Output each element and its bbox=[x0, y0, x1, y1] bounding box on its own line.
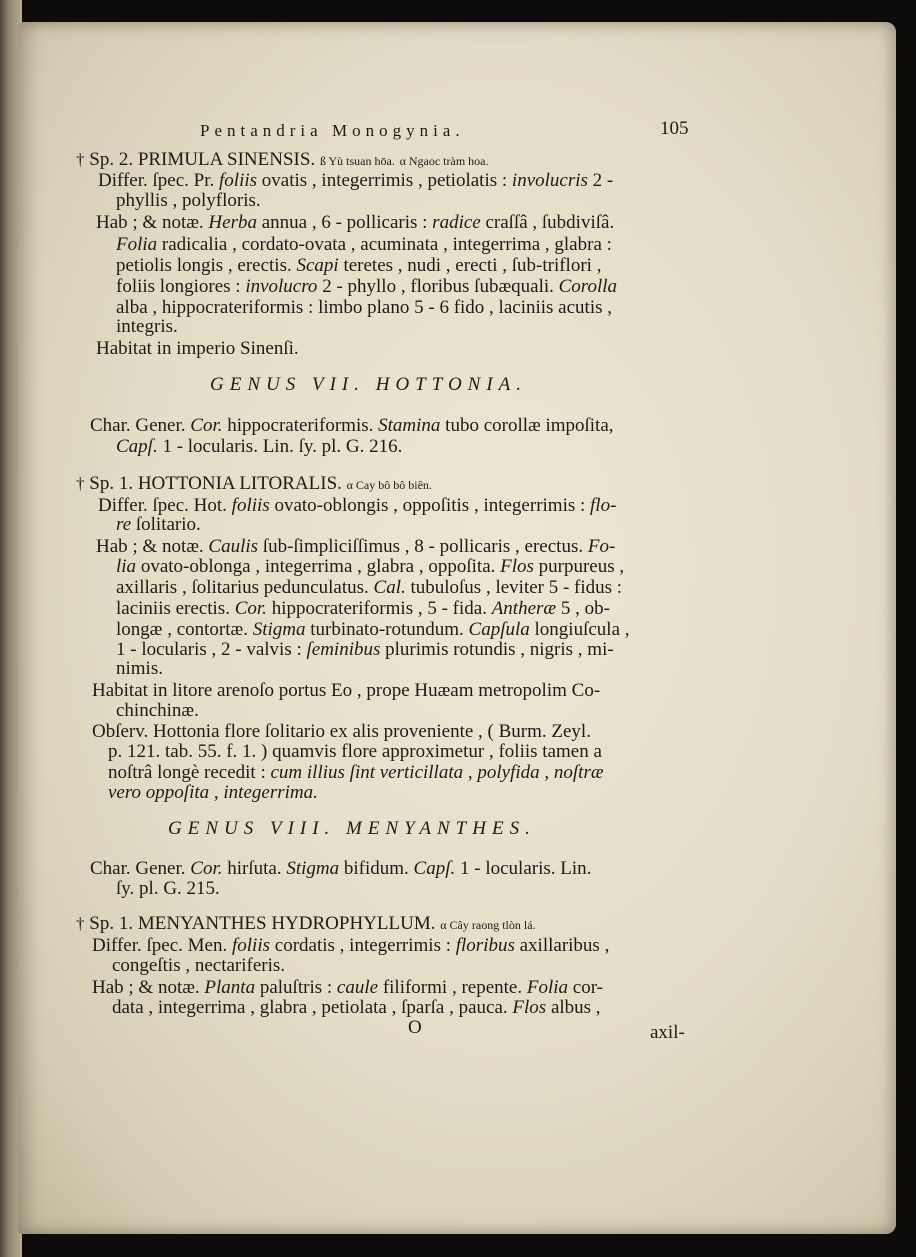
text-line: re ſolitario. bbox=[116, 514, 201, 535]
text-line: vero oppoſita , integerrima. bbox=[108, 782, 318, 803]
species-heading-hottonia: † Sp. 1. HOTTONIA LITORALIS. α Cay bô bô biên. bbox=[76, 473, 432, 494]
habit-line: Hab ; & notæ. Herba annua , 6 - pollicaris : radice craſſâ , ſubdiviſâ. bbox=[96, 212, 615, 233]
habit-line: Hab ; & notæ. Planta paluſtris : caule filiformi , repente. Folia cor- bbox=[92, 977, 603, 998]
running-head: Pentandria Monogynia. bbox=[200, 121, 465, 140]
text-line: congeſtis , nectariferis. bbox=[112, 955, 286, 976]
text-line: phyllis , polyfloris. bbox=[116, 190, 261, 211]
text-line: Folia radicalia , cordato-ovata , acuminata , integerrima , glabra : bbox=[116, 234, 612, 255]
catchword: axil- bbox=[650, 1022, 685, 1043]
text-line: data , integerrima , glabra , petiolata , ſparſa , pauca. Flos albus , bbox=[112, 997, 601, 1018]
observation-line: Obſerv. Hottonia flore ſolitario ex alis proveniente , ( Burm. Zeyl. bbox=[92, 721, 591, 742]
genus-heading-menyanthes: GENUS VIII. MENYANTHES. bbox=[168, 818, 536, 839]
text-line: lia ovato-oblonga , integerrima , glabra , oppoſita. Flos purpureus , bbox=[116, 556, 625, 577]
differentia-line: Differ. ſpec. Pr. foliis ovatis , integerrimis , petiolatis : involucris 2 - bbox=[98, 170, 614, 191]
text-line: longæ , contortæ. Stigma turbinato-rotundum. Capſula longiuſcula , bbox=[116, 619, 630, 640]
book-page bbox=[18, 22, 896, 1234]
habitat-line: Habitat in imperio Sinenſi. bbox=[96, 338, 299, 359]
text-line: p. 121. tab. 55. f. 1. ) quamvis flore approximetur , foliis tamen a bbox=[108, 741, 602, 762]
page-number: 105 bbox=[660, 118, 689, 139]
text-line: foliis longiores : involucro 2 - phyllo , floribus ſubæquali. Corolla bbox=[116, 276, 618, 297]
text-line: ſy. pl. G. 215. bbox=[116, 878, 220, 899]
habitat-line: Habitat in litore arenoſo portus Eo , prope Huæam metropolim Co- bbox=[92, 680, 601, 701]
character-line: Char. Gener. Cor. hippocrateriformis. Stamina tubo corollæ impoſita, bbox=[90, 415, 614, 436]
differentia-line: Differ. ſpec. Men. foliis cordatis , integerrimis : floribus axillaribus , bbox=[92, 935, 610, 956]
text-line: petiolis longis , erectis. Scapi teretes , nudi , erecti , ſub-triflori , bbox=[116, 255, 602, 276]
text-line: integris. bbox=[116, 316, 178, 337]
character-line: Char. Gener. Cor. hirſuta. Stigma bifidum. Capſ. 1 - locularis. Lin. bbox=[90, 858, 592, 879]
text-line: noſtrâ longè recedit : cum illius ſint verticillata , polyfida , noſtræ bbox=[108, 762, 604, 783]
genus-heading-hottonia: GENUS VII. HOTTONIA. bbox=[210, 374, 528, 395]
habit-line: Hab ; & notæ. Caulis ſub-ſimpliciſſimus , 8 - pollicaris , erectus. Fo- bbox=[96, 536, 616, 557]
species-heading-menyanthes: † Sp. 1. MENYANTHES HYDROPHYLLUM. α Cây raong tlòn lá. bbox=[76, 913, 536, 934]
differentia-line: Differ. ſpec. Hot. foliis ovato-oblongis , oppoſitis , integerrimis : flo- bbox=[98, 495, 617, 516]
species-heading-primula: † Sp. 2. PRIMULA SINENSIS. ß Yù tsuan hōa. α Ngaoc tràm hoa. bbox=[76, 149, 489, 170]
signature-mark: O bbox=[408, 1017, 422, 1038]
text-line: chinchinæ. bbox=[116, 700, 199, 721]
text-line: laciniis erectis. Cor. hippocrateriformis , 5 - fida. Antheræ 5 , ob- bbox=[116, 598, 610, 619]
text-line: nimis. bbox=[116, 658, 163, 679]
text-line: Capſ. 1 - locularis. Lin. ſy. pl. G. 216. bbox=[116, 436, 403, 457]
text-line: alba , hippocrateriformis : limbo plano 5 - 6 fido , laciniis acutis , bbox=[116, 297, 612, 318]
text-line: axillaris , ſolitarius pedunculatus. Cal. tubuloſus , leviter 5 - fidus : bbox=[116, 577, 623, 598]
text-line: 1 - locularis , 2 - valvis : ſeminibus plurimis rotundis , nigris , mi- bbox=[116, 639, 614, 660]
